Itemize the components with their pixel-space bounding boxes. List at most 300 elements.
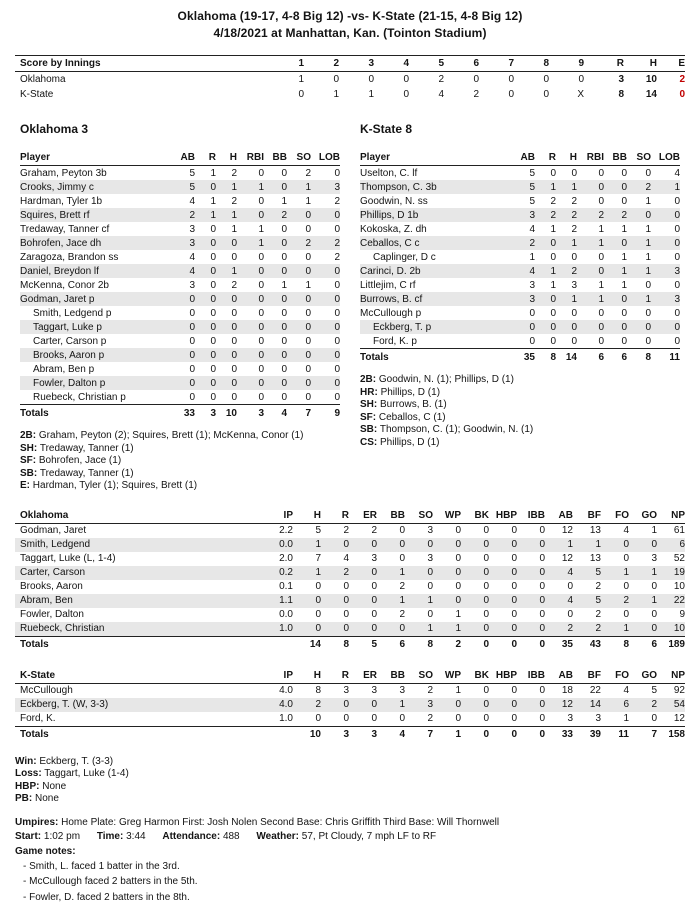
stat-cell: 0	[171, 334, 195, 348]
decision-text: None	[42, 781, 66, 792]
stat-cell: 4	[511, 264, 535, 278]
batting-team-heading: Oklahoma 3	[20, 122, 340, 136]
start-label: Start:	[15, 831, 41, 842]
stat-cell: 0	[651, 320, 680, 334]
linescore-header-row	[15, 56, 685, 72]
stat-cell: 0	[237, 166, 264, 181]
stat-cell: 1.0	[265, 712, 293, 727]
stat-cell: 0	[433, 712, 461, 727]
stat-cell: 0	[405, 608, 433, 622]
stat-cell: 5	[573, 566, 601, 580]
weather-label: Weather:	[256, 831, 299, 842]
pitching-player-row	[15, 698, 685, 712]
totals-stat-cell: 6	[577, 349, 604, 366]
stat-cell: 1	[216, 208, 237, 222]
stat-cell: 0	[461, 712, 489, 727]
totals-stat-cell: 3	[237, 405, 264, 422]
player-name: Ford, K. p	[360, 334, 511, 349]
stat-cell: 1	[216, 222, 237, 236]
stat-cell: 0	[321, 580, 349, 594]
inning-score: 0	[374, 72, 409, 88]
batting-player-row	[20, 166, 340, 181]
stat-cell: 0	[311, 334, 340, 348]
stat-cell: 1	[535, 180, 556, 194]
player-name: Ruebeck, Christian p	[20, 390, 171, 405]
player-name: Zaragoza, Brandon ss	[20, 250, 171, 264]
pitching-col-header: SO	[405, 508, 433, 524]
stat-cell: 0	[629, 580, 657, 594]
stat-cell: 0	[311, 320, 340, 334]
stat-cell: 0.0	[265, 608, 293, 622]
player-name: Carinci, D. 2b	[360, 264, 511, 278]
stat-cell: 0	[216, 376, 237, 390]
batting-col-header: AB	[171, 150, 195, 166]
stat-cell: 0	[535, 250, 556, 264]
stat-cell: 0	[517, 683, 545, 698]
game-note-line: - Smith, L. faced 1 batter in the 3rd.	[23, 861, 685, 874]
batting-player-row	[20, 180, 340, 194]
stat-cell: 1	[216, 180, 237, 194]
pitching-player-row	[15, 552, 685, 566]
batting-note-line	[360, 424, 680, 437]
stat-cell: 0	[237, 194, 264, 208]
stat-cell: 2.2	[265, 523, 293, 538]
player-name: Fowler, Dalton p	[20, 376, 171, 390]
stat-cell: 3	[405, 523, 433, 538]
stat-cell: 0	[405, 580, 433, 594]
batting-col-header: H	[556, 150, 577, 166]
inning-score: 0	[339, 72, 374, 88]
attendance-value: 488	[223, 831, 240, 842]
stat-cell: 0	[627, 166, 651, 181]
stat-cell: 4	[545, 594, 573, 608]
stat-cell: 0	[489, 683, 517, 698]
batting-note-line	[20, 468, 340, 481]
stat-cell: 0	[461, 580, 489, 594]
stat-cell: 3	[321, 683, 349, 698]
inning-score: 0	[514, 72, 549, 88]
stat-cell: 0	[287, 306, 311, 320]
stat-cell: 0	[577, 334, 604, 349]
decision-label: Loss:	[15, 768, 42, 779]
inning-score: 1	[304, 87, 339, 102]
stat-cell: 1	[577, 278, 604, 292]
stat-cell: 0	[349, 580, 377, 594]
totals-label: Totals	[15, 636, 265, 653]
stat-cell: 2	[216, 194, 237, 208]
pitcher-name: Ruebeck, Christian	[15, 622, 265, 637]
totals-stat-cell: 10	[216, 405, 237, 422]
game-notes-list	[15, 861, 685, 904]
stat-cell: 0	[171, 306, 195, 320]
player-name: Godman, Jaret p	[20, 292, 171, 306]
stat-cell: 2	[287, 236, 311, 250]
batting-player-row	[360, 180, 680, 194]
linescore-col-header: 4	[374, 56, 409, 72]
stat-cell: 0	[293, 712, 321, 727]
batting-table	[20, 150, 340, 421]
stat-cell: 0	[545, 608, 573, 622]
inning-score: X	[549, 87, 584, 102]
stat-cell: 0	[511, 334, 535, 349]
pitching-col-header: R	[321, 668, 349, 684]
stat-cell: 0	[264, 320, 287, 334]
stat-cell: 2	[556, 208, 577, 222]
stat-cell: 0	[604, 194, 627, 208]
stat-cell: 1	[627, 264, 651, 278]
linescore-col-header: H	[624, 56, 657, 72]
note-text: Burrows, B. (1)	[380, 399, 447, 410]
stat-cell: 0	[287, 334, 311, 348]
stat-cell: 0	[264, 180, 287, 194]
stat-cell: 0	[311, 222, 340, 236]
pitching-col-header: ER	[349, 508, 377, 524]
stat-cell: 3	[349, 683, 377, 698]
pitcher-name: Fowler, Dalton	[15, 608, 265, 622]
stat-cell: 5	[573, 594, 601, 608]
stat-cell: 1	[195, 208, 216, 222]
player-name: Abram, Ben p	[20, 362, 171, 376]
stat-cell: 2	[601, 594, 629, 608]
batting-player-row	[360, 222, 680, 236]
totals-stat-cell: 0	[489, 726, 517, 743]
stat-cell: 0	[195, 306, 216, 320]
stat-cell: 0	[195, 376, 216, 390]
stat-cell: 1	[377, 594, 405, 608]
batting-oklahoma	[20, 116, 340, 493]
pitching-header-row	[15, 508, 685, 524]
totals-stat-cell: 6	[629, 636, 657, 653]
stat-cell: 0	[287, 250, 311, 264]
totals-stat-cell: 8	[601, 636, 629, 653]
stat-cell: 0	[237, 278, 264, 292]
linescore-col-header: E	[657, 56, 685, 72]
totals-stat-cell: 9	[311, 405, 340, 422]
stat-cell: 0	[216, 320, 237, 334]
stat-cell: 4	[545, 566, 573, 580]
totals-stat-cell: 11	[651, 349, 680, 366]
stat-cell: 0	[216, 390, 237, 405]
stat-cell: 0	[349, 712, 377, 727]
note-label: HR:	[360, 387, 378, 398]
pitching-col-header: HBP	[489, 508, 517, 524]
stat-cell: 1	[405, 622, 433, 637]
linescore-col-header: 3	[339, 56, 374, 72]
note-text: Bohrofen, Jace (1)	[39, 455, 121, 466]
player-name: Phillips, D 1b	[360, 208, 511, 222]
batting-player-row	[20, 376, 340, 390]
runs-total: 8	[584, 87, 624, 102]
stat-cell: 0	[489, 594, 517, 608]
pitching-col-header: WP	[433, 668, 461, 684]
note-label: SH:	[20, 443, 37, 454]
stat-cell: 12	[545, 552, 573, 566]
stat-cell: 1	[287, 180, 311, 194]
pitching-col-header: BB	[377, 668, 405, 684]
stat-cell: 0	[629, 608, 657, 622]
stat-cell: 1	[293, 566, 321, 580]
stat-cell: 0	[195, 278, 216, 292]
stat-cell: 2	[349, 523, 377, 538]
stat-cell: 0	[287, 292, 311, 306]
stat-cell: 22	[657, 594, 685, 608]
note-label: 2B:	[20, 430, 36, 441]
totals-stat-cell: 2	[433, 636, 461, 653]
stat-cell: 0	[651, 334, 680, 349]
stat-cell: 0	[287, 208, 311, 222]
stat-cell: 0	[511, 320, 535, 334]
player-name: Eckberg, T. p	[360, 320, 511, 334]
batting-note-line	[20, 455, 340, 468]
game-footer	[15, 816, 685, 904]
player-name: Taggart, Luke p	[20, 320, 171, 334]
pitching-col-header: IBB	[517, 508, 545, 524]
totals-stat-cell: 8	[627, 349, 651, 366]
stat-cell: 0	[535, 334, 556, 349]
batting-note-line	[360, 399, 680, 412]
stat-cell: 0	[433, 594, 461, 608]
linescore-team-row	[15, 87, 685, 102]
stat-cell: 1	[195, 194, 216, 208]
stat-cell: 3	[651, 264, 680, 278]
pitching-col-header: WP	[433, 508, 461, 524]
game-subtitle: 4/18/2021 at Manhattan, Kan. (Tointon Stadium)	[0, 23, 700, 40]
pitching-player-row	[15, 683, 685, 698]
stat-cell: 1	[629, 594, 657, 608]
stat-cell: 5	[171, 180, 195, 194]
stat-cell: 0	[237, 376, 264, 390]
totals-label: Totals	[360, 349, 511, 366]
stat-cell: 0	[264, 362, 287, 376]
stat-cell: 2	[171, 208, 195, 222]
stat-cell: 1	[556, 292, 577, 306]
pitching-col-header: IP	[265, 668, 293, 684]
stat-cell: 0	[433, 538, 461, 552]
stat-cell: 0	[577, 306, 604, 320]
stat-cell: 0	[237, 334, 264, 348]
decision-label: HBP:	[15, 781, 39, 792]
stat-cell: 0	[171, 320, 195, 334]
stat-cell: 0	[651, 250, 680, 264]
stat-cell: 0	[264, 222, 287, 236]
linescore-col-header: 6	[444, 56, 479, 72]
stat-cell: 0	[237, 390, 264, 405]
decision-text: Taggart, Luke (1-4)	[44, 768, 129, 779]
stat-cell: 2	[293, 698, 321, 712]
stat-cell: 0	[517, 622, 545, 637]
pitching-col-header: H	[293, 668, 321, 684]
stat-cell: 0	[517, 594, 545, 608]
batting-player-row	[20, 362, 340, 376]
stat-cell: 0	[195, 334, 216, 348]
game-notes-label: Game notes:	[15, 845, 685, 858]
stat-cell: 0	[264, 390, 287, 405]
stat-cell: 0	[577, 250, 604, 264]
stat-cell: 0	[627, 278, 651, 292]
hits-total: 10	[624, 72, 657, 88]
stat-cell: 6	[657, 538, 685, 552]
stat-cell: 0	[577, 320, 604, 334]
pitching-table-head	[15, 508, 685, 524]
stat-cell: 0	[651, 194, 680, 208]
pitching-table-foot	[15, 636, 685, 653]
stat-cell: 0	[349, 608, 377, 622]
batting-col-header: R	[535, 150, 556, 166]
stat-cell: 4	[171, 194, 195, 208]
stat-cell: 0	[377, 712, 405, 727]
batting-player-row	[360, 250, 680, 264]
pitching-col-header: GO	[629, 508, 657, 524]
stat-cell: 0	[171, 390, 195, 405]
stat-cell: 0	[195, 236, 216, 250]
linescore-label: Score by Innings	[15, 56, 269, 72]
stat-cell: 0	[604, 180, 627, 194]
stat-cell: 0	[287, 376, 311, 390]
stat-cell: 2	[573, 622, 601, 637]
batting-note-line	[360, 437, 680, 450]
stat-cell: 0	[287, 348, 311, 362]
totals-stat-cell: 0	[517, 726, 545, 743]
batting-player-row	[360, 278, 680, 292]
stat-cell: 0	[195, 320, 216, 334]
stat-cell: 0	[311, 292, 340, 306]
decision-line	[15, 768, 685, 781]
stat-cell: 0	[349, 622, 377, 637]
inning-score: 0	[304, 72, 339, 88]
totals-stat-cell: 8	[321, 636, 349, 653]
player-name: Carter, Carson p	[20, 334, 171, 348]
pitching-table	[15, 508, 685, 653]
stat-cell: 1	[627, 250, 651, 264]
stat-cell: 3	[349, 552, 377, 566]
note-label: CS:	[360, 437, 377, 448]
pitching-player-row	[15, 608, 685, 622]
batting-col-header: LOB	[311, 150, 340, 166]
stat-cell: 0	[237, 348, 264, 362]
errors-total: 2	[657, 72, 685, 88]
inning-score: 0	[269, 87, 304, 102]
stat-cell: 1	[556, 236, 577, 250]
stat-cell: 0	[216, 362, 237, 376]
note-text: Graham, Peyton (2); Squires, Brett (1); McKenna, Conor (1)	[39, 430, 304, 441]
stat-cell: 0	[264, 250, 287, 264]
note-text: Phillips, D (1)	[381, 387, 440, 398]
totals-stat-cell: 0	[461, 636, 489, 653]
stat-cell: 1	[604, 250, 627, 264]
totals-stat-cell: 189	[657, 636, 685, 653]
stat-cell: 1	[377, 698, 405, 712]
stat-cell: 4	[321, 552, 349, 566]
errors-total: 0	[657, 87, 685, 102]
stat-cell: 0	[627, 306, 651, 320]
batting-header-row	[20, 150, 340, 166]
decision-text: None	[35, 793, 59, 804]
stat-cell: 1	[601, 566, 629, 580]
stat-cell: 2	[287, 166, 311, 181]
stat-cell: 1	[195, 166, 216, 181]
player-name: Caplinger, D c	[360, 250, 511, 264]
stat-cell: 12	[545, 698, 573, 712]
stat-cell: 3	[405, 552, 433, 566]
stat-cell: 5	[511, 166, 535, 181]
batting-notes	[360, 374, 680, 449]
stat-cell: 0	[264, 166, 287, 181]
totals-label: Totals	[20, 405, 171, 422]
linescore-col-header: R	[584, 56, 624, 72]
stat-cell: 1	[264, 278, 287, 292]
stat-cell: 1	[601, 622, 629, 637]
stat-cell: 0	[517, 712, 545, 727]
stat-cell: 0	[349, 538, 377, 552]
batting-player-row	[20, 222, 340, 236]
stat-cell: 1	[287, 194, 311, 208]
stat-cell: 54	[657, 698, 685, 712]
batting-col-header: RBI	[577, 150, 604, 166]
stat-cell: 0	[264, 334, 287, 348]
stat-cell: 4	[171, 264, 195, 278]
stat-cell: 0	[293, 580, 321, 594]
totals-stat-cell: 7	[405, 726, 433, 743]
stat-cell: 5	[293, 523, 321, 538]
stat-cell: 3	[629, 552, 657, 566]
stat-cell: 2	[556, 194, 577, 208]
stat-cell: 0	[577, 166, 604, 181]
stat-cell: 1	[237, 222, 264, 236]
stat-cell: 3	[311, 180, 340, 194]
stat-cell: 8	[293, 683, 321, 698]
note-text: Tredaway, Tanner (1)	[40, 443, 134, 454]
stat-cell: 1	[405, 594, 433, 608]
stat-cell: 0	[651, 222, 680, 236]
weather-value: 57, Pt Cloudy, 7 mph LF to RF	[302, 831, 436, 842]
pitching-totals-row	[15, 636, 685, 653]
batting-player-row	[360, 292, 680, 306]
stat-cell: 0	[604, 320, 627, 334]
stat-cell: 1.1	[265, 594, 293, 608]
pitching-player-row	[15, 594, 685, 608]
player-name: Goodwin, N. ss	[360, 194, 511, 208]
pitching-table	[15, 668, 685, 743]
batting-note-line	[360, 412, 680, 425]
stat-cell: 3	[545, 712, 573, 727]
batting-player-row	[360, 194, 680, 208]
stat-cell: 2	[216, 278, 237, 292]
batting-team-heading: K-State 8	[360, 122, 680, 136]
batting-table-body	[360, 166, 680, 349]
pitching-col-header: NP	[657, 508, 685, 524]
stat-cell: 0	[604, 166, 627, 181]
stat-cell: 2	[535, 194, 556, 208]
stat-cell: 2	[535, 208, 556, 222]
batting-totals-row	[20, 405, 340, 422]
pitcher-name: Smith, Ledgend	[15, 538, 265, 552]
batting-player-row	[20, 250, 340, 264]
stat-cell: 2	[405, 712, 433, 727]
stat-cell: 1	[433, 683, 461, 698]
stat-cell: 0	[601, 608, 629, 622]
stat-cell: 13	[573, 523, 601, 538]
inning-score: 0	[479, 87, 514, 102]
totals-stat-cell: 1	[433, 726, 461, 743]
linescore-col-header: 9	[549, 56, 584, 72]
stat-cell: 0	[311, 166, 340, 181]
pitching-kstate	[15, 668, 685, 743]
stat-cell: 0	[601, 552, 629, 566]
stat-cell: 0	[489, 552, 517, 566]
stat-cell: 0	[461, 622, 489, 637]
stat-cell: 1	[237, 236, 264, 250]
inning-score: 2	[444, 87, 479, 102]
